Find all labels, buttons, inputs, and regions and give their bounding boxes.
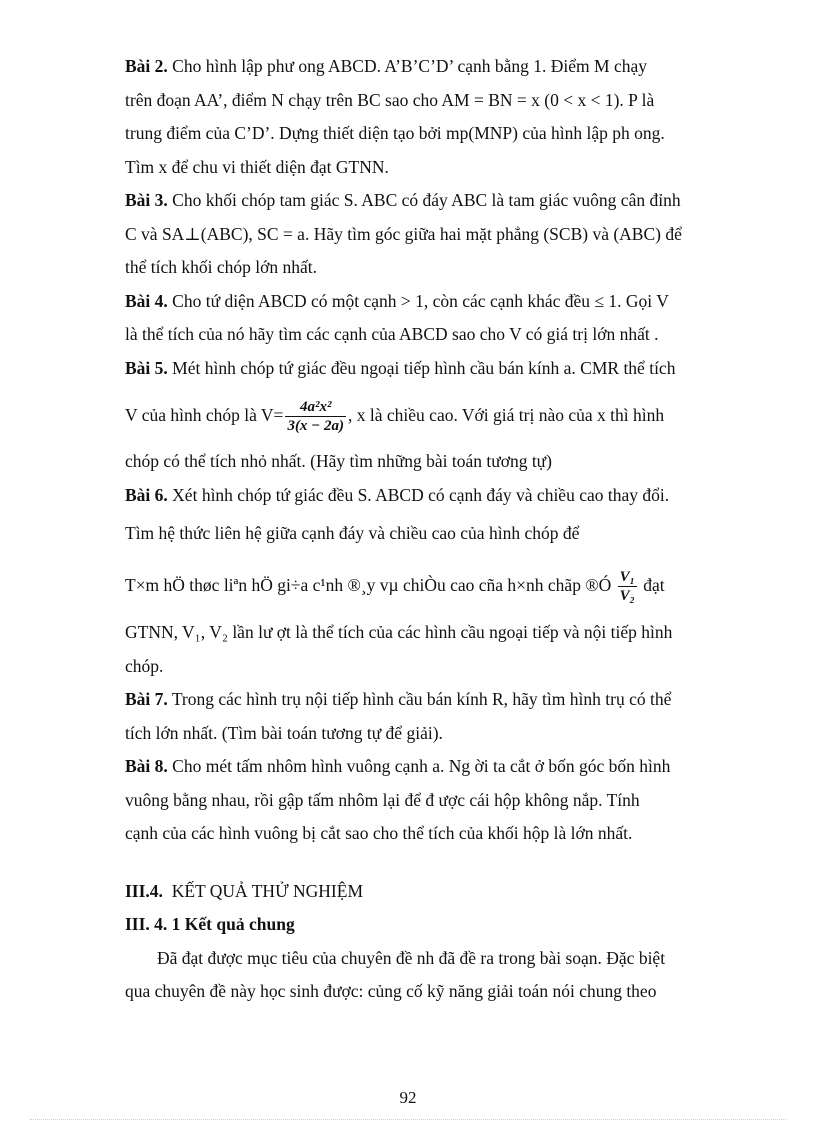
problem-3 bbox=[125, 184, 721, 285]
page-number: 92 bbox=[399, 1088, 417, 1107]
problem-text-line: Xét hình chóp tứ giác đều S. ABCD có cạnh đáy và chiều cao thay đổi. bbox=[172, 484, 670, 505]
paragraph-line: qua chuyên đề này học sinh được: củng cố kỹ năng giải toán nói chung theo bbox=[125, 981, 657, 1001]
problem-text-line: Cho khối chóp tam giác S. ABC có đáy ABC là tam giác vuông cân đỉnh bbox=[172, 190, 681, 210]
problem-label: Bài 2. bbox=[125, 56, 168, 76]
problem-6 bbox=[125, 479, 721, 684]
problem-text-line: thể tích khối chóp lớn nhất. bbox=[125, 257, 317, 277]
section-number: III.4. bbox=[125, 880, 163, 901]
volume-ratio bbox=[618, 568, 637, 605]
problem-text-line: Tìm hệ thức liên hệ giữa cạnh đáy và chiều cao của hình chóp để bbox=[125, 523, 580, 543]
section-heading bbox=[125, 875, 721, 909]
problem-5 bbox=[125, 352, 721, 479]
problem-2 bbox=[125, 50, 721, 184]
problem-text-line: tích lớn nhất. (Tìm bài toán tương tự để giải). bbox=[125, 722, 443, 743]
problem-label: Bài 8. bbox=[125, 756, 168, 776]
ratio-suffix: đạt bbox=[643, 575, 665, 595]
problem-label: Bài 6. bbox=[125, 484, 168, 505]
formula-prefix: V của hình chóp là V= bbox=[125, 405, 284, 425]
garbled-text: T×m hÖ thøc liªn hÖ gi÷a c¹nh ®¸y vµ chiÒu cao cña h×nh chãp ®Ó bbox=[125, 575, 612, 595]
formula-denominator: 3(x − 2a) bbox=[287, 418, 345, 435]
problem-8 bbox=[125, 750, 721, 851]
problem-label: Bài 7. bbox=[125, 689, 168, 709]
results-section bbox=[125, 875, 721, 1009]
problem-text-line: Cho mét tấm nhôm hình vuông cạnh a. Ng ời ta cắt ở bốn góc bốn hình bbox=[172, 756, 671, 776]
problem-text-line: GTNN, V₁, V₂ lần lư ợt là thể tích của các hình cầu ngoại tiếp và nội tiếp hình bbox=[125, 622, 673, 642]
page-content bbox=[125, 50, 721, 1009]
problem-text-line: chóp có thể tích nhỏ nhất. (Hãy tìm những bài toán tương tự) bbox=[125, 451, 552, 471]
formula-line bbox=[125, 385, 721, 445]
problem-text-line: C và SA⊥(ABC), SC = a. Hãy tìm góc giữa hai mặt phẳng (SCB) và (ABC) để bbox=[125, 223, 682, 244]
problem-text-line: Cho tứ diện ABCD có một cạnh > 1, còn các cạnh khác đều ≤ 1. Gọi V bbox=[172, 290, 669, 311]
problem-label: Bài 3. bbox=[125, 190, 168, 210]
problem-text-line: trung điểm của C’D’. Dựng thiết diện tạo bởi mp(MNP) của hình lập ph ong. bbox=[125, 123, 665, 143]
problem-text-line: Mét hình chóp tứ giác đều ngoại tiếp hình cầu bán kính a. CMR thể tích bbox=[167, 357, 676, 378]
problem-text-line: trên đoạn AA’, điểm N chạy trên BC sao cho AM = BN = x (0 < x < 1). P là bbox=[125, 89, 655, 110]
ratio-denominator: V₂ bbox=[619, 588, 635, 605]
footer-divider bbox=[30, 1119, 786, 1120]
problem-text-line: cạnh của các hình vuông bị cắt sao cho thể tích của khối hộp là lớn nhất. bbox=[125, 823, 633, 843]
problem-4 bbox=[125, 285, 721, 352]
problem-text-line: Tìm x để chu vi thiết diện đạt GTNN. bbox=[125, 156, 389, 177]
formula-suffix: , x là chiều cao. Với giá trị nào của x thì hình bbox=[348, 405, 665, 425]
formula-numerator: 4a²x² bbox=[285, 398, 346, 417]
ratio-line bbox=[125, 554, 721, 616]
problem-text-line: Cho hình lập phư ong ABCD. A’B’C’D’ cạnh bằng 1. Điểm M chạy bbox=[172, 56, 647, 76]
problem-text-line: là thể tích của nó hãy tìm các cạnh của ABCD sao cho V có giá trị lớn nhất . bbox=[125, 324, 659, 344]
volume-formula bbox=[285, 398, 346, 435]
problem-text-line: vuông bằng nhau, rồi gập tấm nhôm lại để đ ược cái hộp không nắp. Tính bbox=[125, 789, 640, 810]
problem-label: Bài 5. bbox=[125, 357, 168, 378]
problem-text-line: Trong các hình trụ nội tiếp hình cầu bán kính R, hãy tìm hình trụ có thể bbox=[171, 689, 672, 709]
ratio-numerator: V₁ bbox=[619, 569, 635, 586]
problem-label: Bài 4. bbox=[125, 290, 168, 311]
problem-text-line: chóp. bbox=[125, 655, 164, 676]
problem-7 bbox=[125, 683, 721, 750]
section-title: KẾT QUẢ THỬ NGHIỆM bbox=[171, 880, 364, 901]
paragraph-line: Đã đạt được mục tiêu của chuyên đề nh đã đề ra trong bài soạn. Đặc biệt bbox=[157, 947, 666, 968]
subsection-heading: III. 4. 1 Kết quả chung bbox=[125, 914, 295, 934]
